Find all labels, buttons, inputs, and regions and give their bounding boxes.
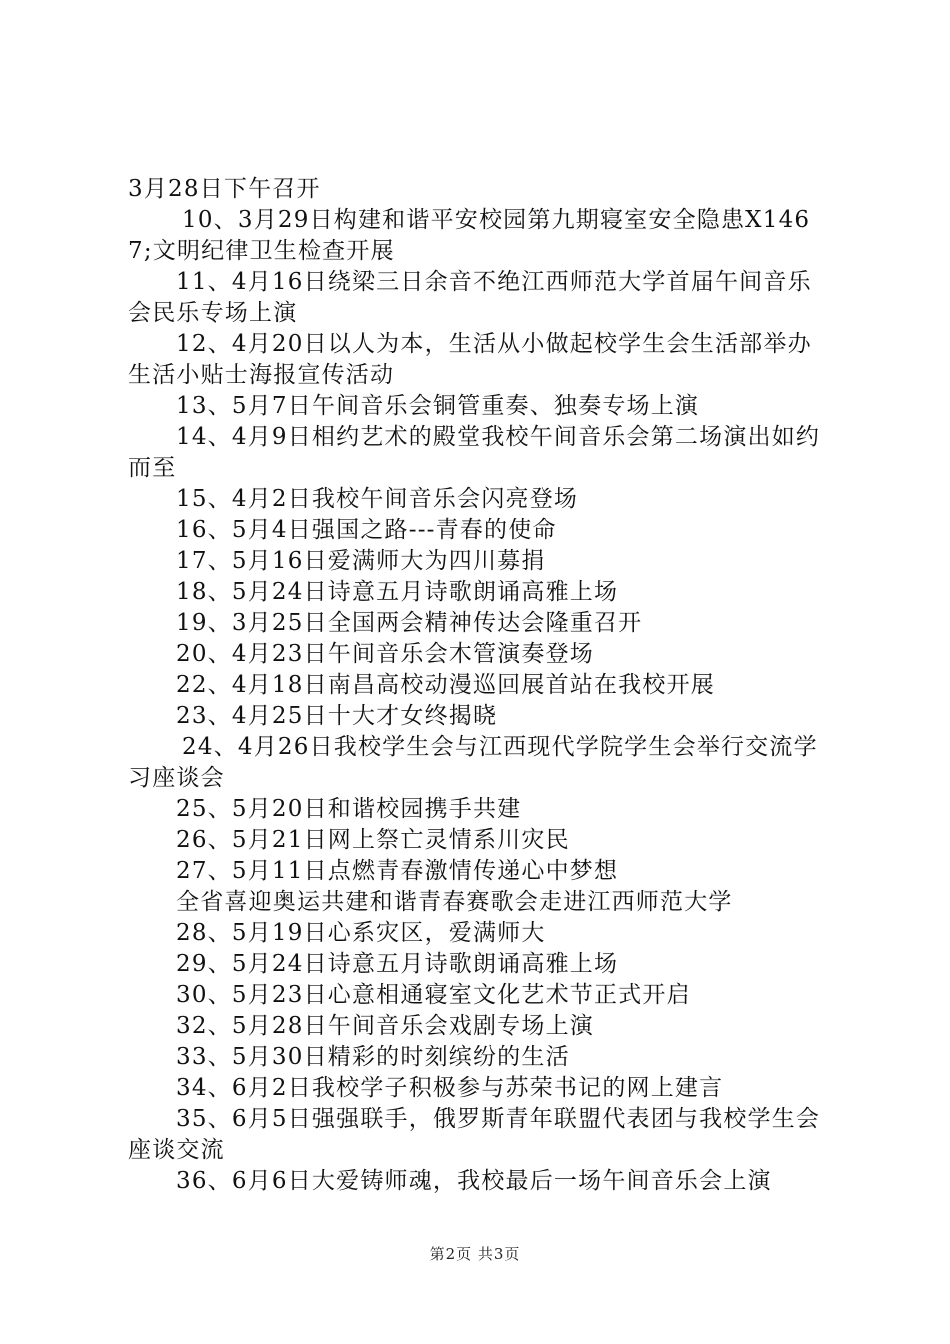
list-item: 13、5月7日午间音乐会铜管重奏、独奏专场上演 — [176, 393, 700, 419]
document-body — [128, 174, 834, 1197]
list-item: 16、5月4日强国之路---青春的使命 — [176, 517, 557, 543]
list-item: 23、4月25日十大才女终揭晓 — [176, 703, 498, 729]
list-item: 36、6月6日大爱铸师魂，我校最后一场午间音乐会上演 — [176, 1168, 772, 1194]
list-item: 32、5月28日午间音乐会戏剧专场上演 — [176, 1013, 594, 1039]
list-item: 25、5月20日和谐校园携手共建 — [176, 796, 522, 822]
list-item: 22、4月18日南昌高校动漫巡回展首站在我校开展 — [176, 672, 715, 698]
list-item: 29、5月24日诗意五月诗歌朗诵高雅上场 — [176, 951, 619, 977]
list-item: 20、4月23日午间音乐会木管演奏登场 — [176, 641, 594, 667]
list-item: 27、5月11日点燃青春激情传递心中梦想 — [176, 858, 619, 884]
list-item: 35、6月5日强强联手，俄罗斯青年联盟代表团与我校学生会座谈交流 — [128, 1106, 821, 1163]
list-item: 30、5月23日心意相通寝室文化艺术节正式开启 — [176, 982, 691, 1008]
list-item: 17、5月16日爱满师大为四川募捐 — [176, 548, 546, 574]
page-number-footer: 第2页 共3页 — [429, 1245, 521, 1263]
list-item: 10、3月29日构建和谐平安校园第九期寝室安全隐患X1467;文明纪律卫生检查开展 — [128, 207, 811, 264]
list-item: 26、5月21日网上祭亡灵情系川灾民 — [176, 827, 570, 853]
list-item: 28、5月19日心系灾区，爱满师大 — [176, 920, 546, 946]
list-item: 12、4月20日以人为本，生活从小做起校学生会生活部举办生活小贴士海报宣传活动 — [128, 331, 812, 388]
list-item: 19、3月25日全国两会精神传达会隆重召开 — [176, 610, 643, 636]
paragraph-continuation: 3月28日下午召开 — [128, 176, 321, 202]
list-item: 14、4月9日相约艺术的殿堂我校午间音乐会第二场演出如约而至 — [128, 424, 821, 481]
list-item-subtitle: 全省喜迎奥运共建和谐青春赛歌会走进江西师范大学 — [176, 889, 733, 915]
list-item: 11、4月16日绕梁三日余音不绝江西师范大学首届午间音乐会民乐专场上演 — [128, 269, 812, 326]
list-item: 34、6月2日我校学子积极参与苏荣书记的网上建言 — [176, 1075, 724, 1101]
list-item: 18、5月24日诗意五月诗歌朗诵高雅上场 — [176, 579, 619, 605]
list-item: 33、5月30日精彩的时刻缤纷的生活 — [176, 1044, 570, 1070]
list-item: 15、4月2日我校午间音乐会闪亮登场 — [176, 486, 579, 512]
list-item: 24、4月26日我校学生会与江西现代学院学生会举行交流学习座谈会 — [128, 734, 818, 791]
